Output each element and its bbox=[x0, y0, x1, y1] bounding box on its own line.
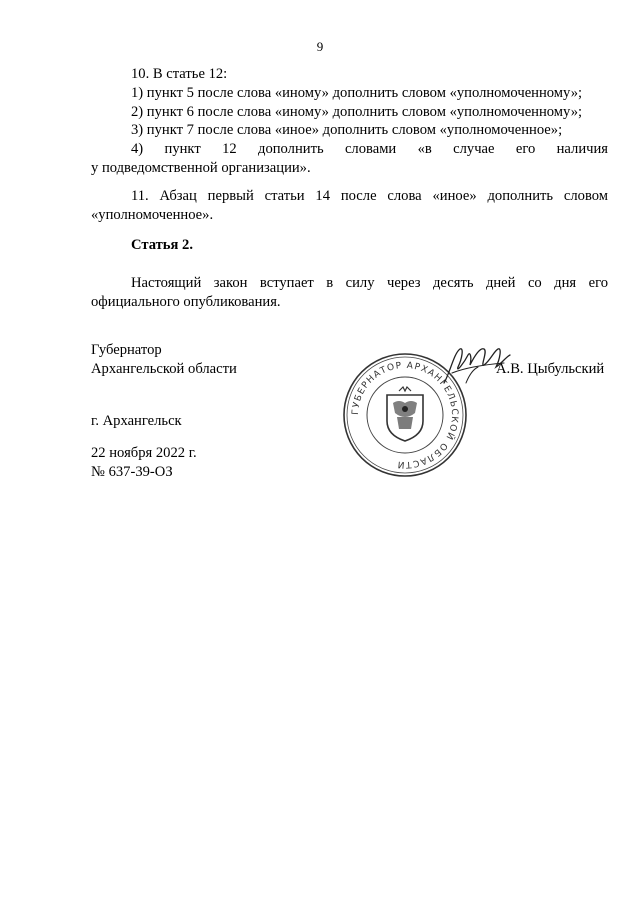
item-10-subitem-4-line-2: у подведомственной организации». bbox=[91, 160, 311, 176]
signatory-position-line-2: Архангельской области bbox=[91, 361, 237, 377]
seal-text: ГУБЕРНАТОР АРХАНГЕЛЬСКОЙ ОБЛАСТИ bbox=[350, 360, 460, 470]
date: 22 ноября 2022 г. bbox=[91, 445, 197, 461]
item-10-subitem-3: 3) пункт 7 после слова «иное» дополнить словом «уполномоченное»; bbox=[131, 122, 563, 138]
law-number: № 637-39-ОЗ bbox=[91, 464, 173, 480]
item-10-subitem-2: 2) пункт 6 после слова «иному» дополнить словом «уполномоченному»; bbox=[131, 104, 583, 120]
city: г. Архангельск bbox=[91, 413, 182, 429]
page-number: 9 bbox=[316, 39, 324, 54]
signatory-name: А.В. Цыбульский bbox=[496, 361, 605, 377]
article-2-heading: Статья 2. bbox=[131, 237, 193, 253]
article-2-text-line-2: официального опубликования. bbox=[91, 294, 281, 310]
item-10-subitem-4-line-1: 4) пункт 12 дополнить словами «в случае его наличия bbox=[131, 141, 608, 157]
article-2-text-line-1: Настоящий закон вступает в силу через десять дней со дня его bbox=[131, 275, 608, 291]
item-10-subitem-1: 1) пункт 5 после слова «иному» дополнить словом «уполномоченному»; bbox=[131, 85, 583, 101]
signatory-position-line-1: Губернатор bbox=[91, 342, 162, 358]
item-10-heading: 10. В статье 12: bbox=[131, 66, 228, 82]
item-11-line-2: «уполномоченное». bbox=[91, 207, 214, 223]
item-11-line-1: 11. Абзац первый статьи 14 после слова «иное» дополнить словом bbox=[131, 188, 608, 204]
